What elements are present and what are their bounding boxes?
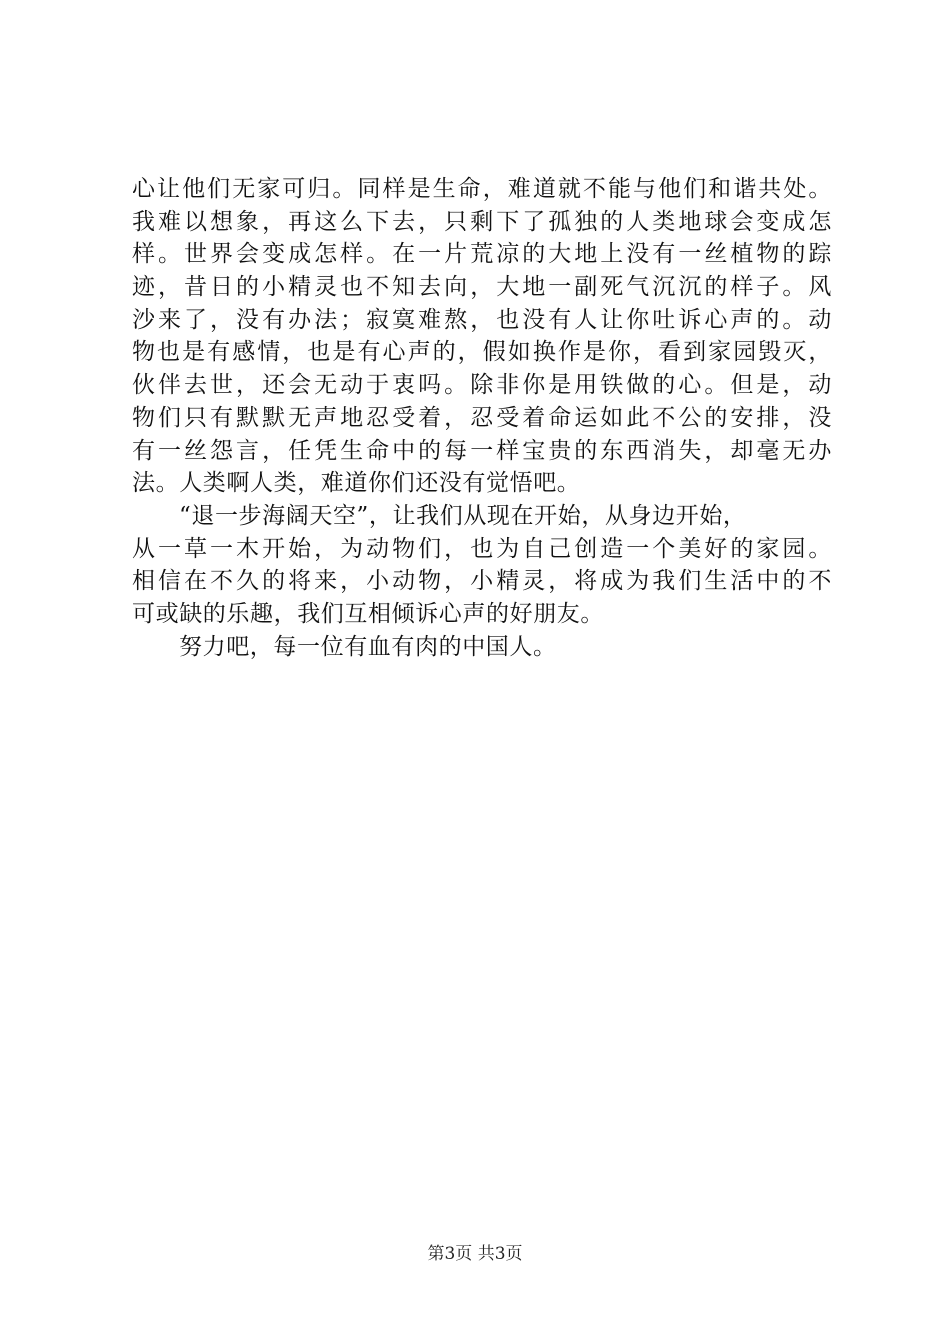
text-line: 有一丝怨言，任凭生命中的每一样宝贵的东西消失，却毫无办 xyxy=(132,437,832,464)
text-line: 伙伴去世，还会无动于衷吗。除非你是用铁做的心。但是，动 xyxy=(132,372,832,399)
text-line: 我难以想象，再这么下去，只剩下了孤独的人类地球会变成怎 xyxy=(132,208,832,235)
text-line: 物们只有默默无声地忍受着，忍受着命运如此不公的安排，没 xyxy=(132,404,832,431)
text-line: 样。世界会变成怎样。在一片荒凉的大地上没有一丝植物的踪 xyxy=(132,241,832,268)
page-footer: 第3页 共3页 xyxy=(427,1244,523,1264)
text-line: 从一草一木开始，为动物们，也为自己创造一个美好的家园。 xyxy=(132,535,832,562)
text-line: 可或缺的乐趣，我们互相倾诉心声的好朋友。 xyxy=(132,600,604,627)
paragraph-start-line: “退一步海阔天空”，让我们从现在开始，从身边开始， xyxy=(179,502,747,529)
text-line: 心让他们无家可归。同样是生命，难道就不能与他们和谐共处。 xyxy=(132,176,832,202)
body-text xyxy=(132,173,832,663)
paragraph-start-line: 努力吧，每一位有血有肉的中国人。 xyxy=(179,633,557,660)
text-line: 迹，昔日的小精灵也不知去向，大地一副死气沉沉的样子。风 xyxy=(132,274,832,301)
text-line: 沙来了，没有办法；寂寞难熬，也没有人让你吐诉心声的。动 xyxy=(132,306,832,333)
text-line: 法。人类啊人类，难道你们还没有觉悟吧。 xyxy=(132,470,581,497)
text-line: 物也是有感情，也是有心声的，假如换作是你，看到家园毁灭， xyxy=(132,339,832,366)
text-line: 相信在不久的将来，小动物，小精灵，将成为我们生活中的不 xyxy=(132,568,832,595)
